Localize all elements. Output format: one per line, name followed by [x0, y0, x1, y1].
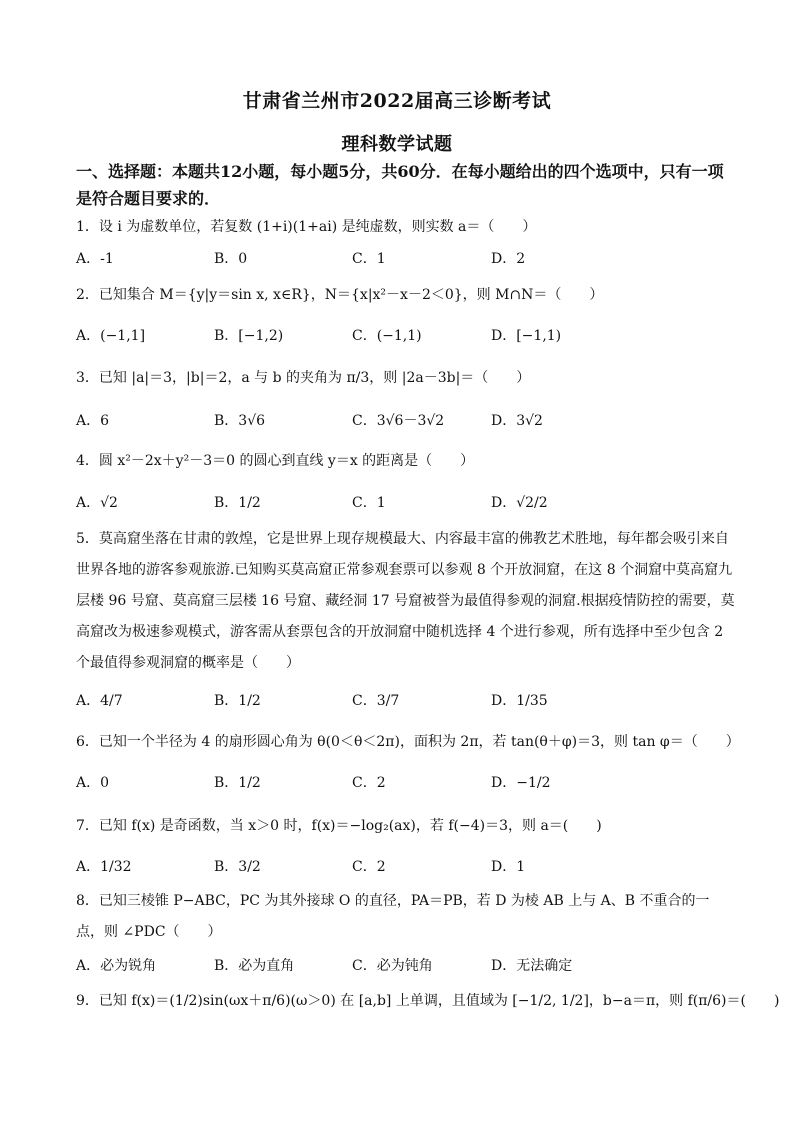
- q4-option-d: D．√2/2: [491, 495, 548, 511]
- q7-option-a: A．1/32: [76, 859, 132, 875]
- question-5-stem: 5．莫高窟坐落在甘肃的敦煌，它是世界上现存规模最大、内容最丰富的佛教艺术胜地，每年都会吸引来自世界各地的游客参观旅游.已知购买莫高窟正常参观套票可以参观 8 个开放洞窟，在这 8 个洞窟中莫高窟九层楼 96 号窟、莫高窟三层楼 16 号窟、藏经洞 17 号窟被誉为最值得参观的洞窟.根据疫情防控的需要，莫高窟改为极速参观模式，游客需从套票包含的开放洞窟中随机选择 4 个进行参观，所有选择中至少包含 2 个最值得参观洞窟的概率是（ ）: [76, 531, 735, 671]
- q3-option-b: B．3√6: [214, 413, 266, 429]
- q8-option-c: C．必为钝角: [352, 958, 433, 974]
- q4-option-c: C．1: [352, 495, 386, 511]
- q2-option-c: C．(−1,1): [352, 328, 422, 344]
- question-8-stem: 8．已知三棱锥 P−ABC，PC 为其外接球 O 的直径，PA＝PB，若 D 为棱 AB 上与 A、B 不重合的一点，则 ∠PDC（ ）: [76, 893, 710, 940]
- q5-option-b: B．1/2: [214, 693, 261, 709]
- q3-option-d: D．3√2: [491, 413, 543, 429]
- question-7-stem: 7．已知 f(x) 是奇函数，当 x＞0 时，f(x)＝−log₂(ax)，若 f(−4)＝3，则 a＝( ): [76, 818, 602, 834]
- q4-option-b: B．1/2: [214, 495, 261, 511]
- question-3-stem: 3．已知 |a|＝3，|b|＝2，a 与 b 的夹角为 π/3，则 |2a－3b|＝（ ）: [76, 370, 531, 386]
- q7-option-b: B．3/2: [214, 859, 261, 875]
- q2-option-d: D．[−1,1): [491, 328, 562, 344]
- question-1-stem: 1．设 i 为虚数单位，若复数 (1+i)(1+ai) 是纯虚数，则实数 a＝（ ）: [76, 219, 537, 235]
- q6-option-d: D．−1/2: [491, 775, 551, 791]
- q1-option-a: A．-1: [76, 251, 114, 267]
- q2-option-b: B．[−1,2): [214, 328, 284, 344]
- q8-option-b: B．必为直角: [214, 958, 295, 974]
- question-9-stem: 9．已知 f(x)＝(1/2)sin(ωx＋π/6)(ω＞0) 在 [a,b] 上单调，且值域为 [−1/2, 1/2]，b−a＝π，则 f(π/6)＝( ): [76, 993, 780, 1009]
- exam-title: 甘肃省兰州市2022届高三诊断考试: [242, 90, 552, 112]
- q6-option-c: C．2: [352, 775, 386, 791]
- q1-option-d: D．2: [491, 251, 526, 267]
- q6-option-a: A．0: [76, 775, 110, 791]
- exam-subtitle: 理科数学试题: [341, 134, 453, 155]
- q8-option-a: A．必为锐角: [76, 958, 157, 974]
- q1-option-b: B．0: [214, 251, 248, 267]
- q2-option-a: A．(−1,1]: [76, 328, 146, 344]
- q6-option-b: B．1/2: [214, 775, 261, 791]
- section-heading: 一、选择题：本题共12小题，每小题5分，共60分．在每小题给出的四个选项中，只有一项是符合题目要求的．: [76, 162, 724, 208]
- q5-option-d: D．1/35: [491, 693, 548, 709]
- q5-option-c: C．3/7: [352, 693, 400, 709]
- q1-option-c: C．1: [352, 251, 386, 267]
- q5-option-a: A．4/7: [76, 693, 123, 709]
- q3-option-a: A．6: [76, 413, 110, 429]
- q7-option-d: D．1: [491, 859, 526, 875]
- q8-option-d: D．无法确定: [491, 958, 573, 974]
- q7-option-c: C．2: [352, 859, 386, 875]
- question-4-stem: 4．圆 x²－2x＋y²－3＝0 的圆心到直线 y＝x 的距离是（ ）: [76, 453, 475, 469]
- question-6-stem: 6．已知一个半径为 4 的扇形圆心角为 θ(0＜θ＜2π)，面积为 2π，若 tan(θ＋φ)＝3，则 tan φ＝（ ）: [76, 734, 740, 750]
- question-2-stem: 2．已知集合 M＝{y|y＝sin x, x∈R}，N＝{x|x²－x－2＜0}，则 M∩N＝（ ）: [76, 287, 604, 303]
- q4-option-a: A．√2: [76, 495, 118, 511]
- q3-option-c: C．3√6－3√2: [352, 413, 445, 429]
